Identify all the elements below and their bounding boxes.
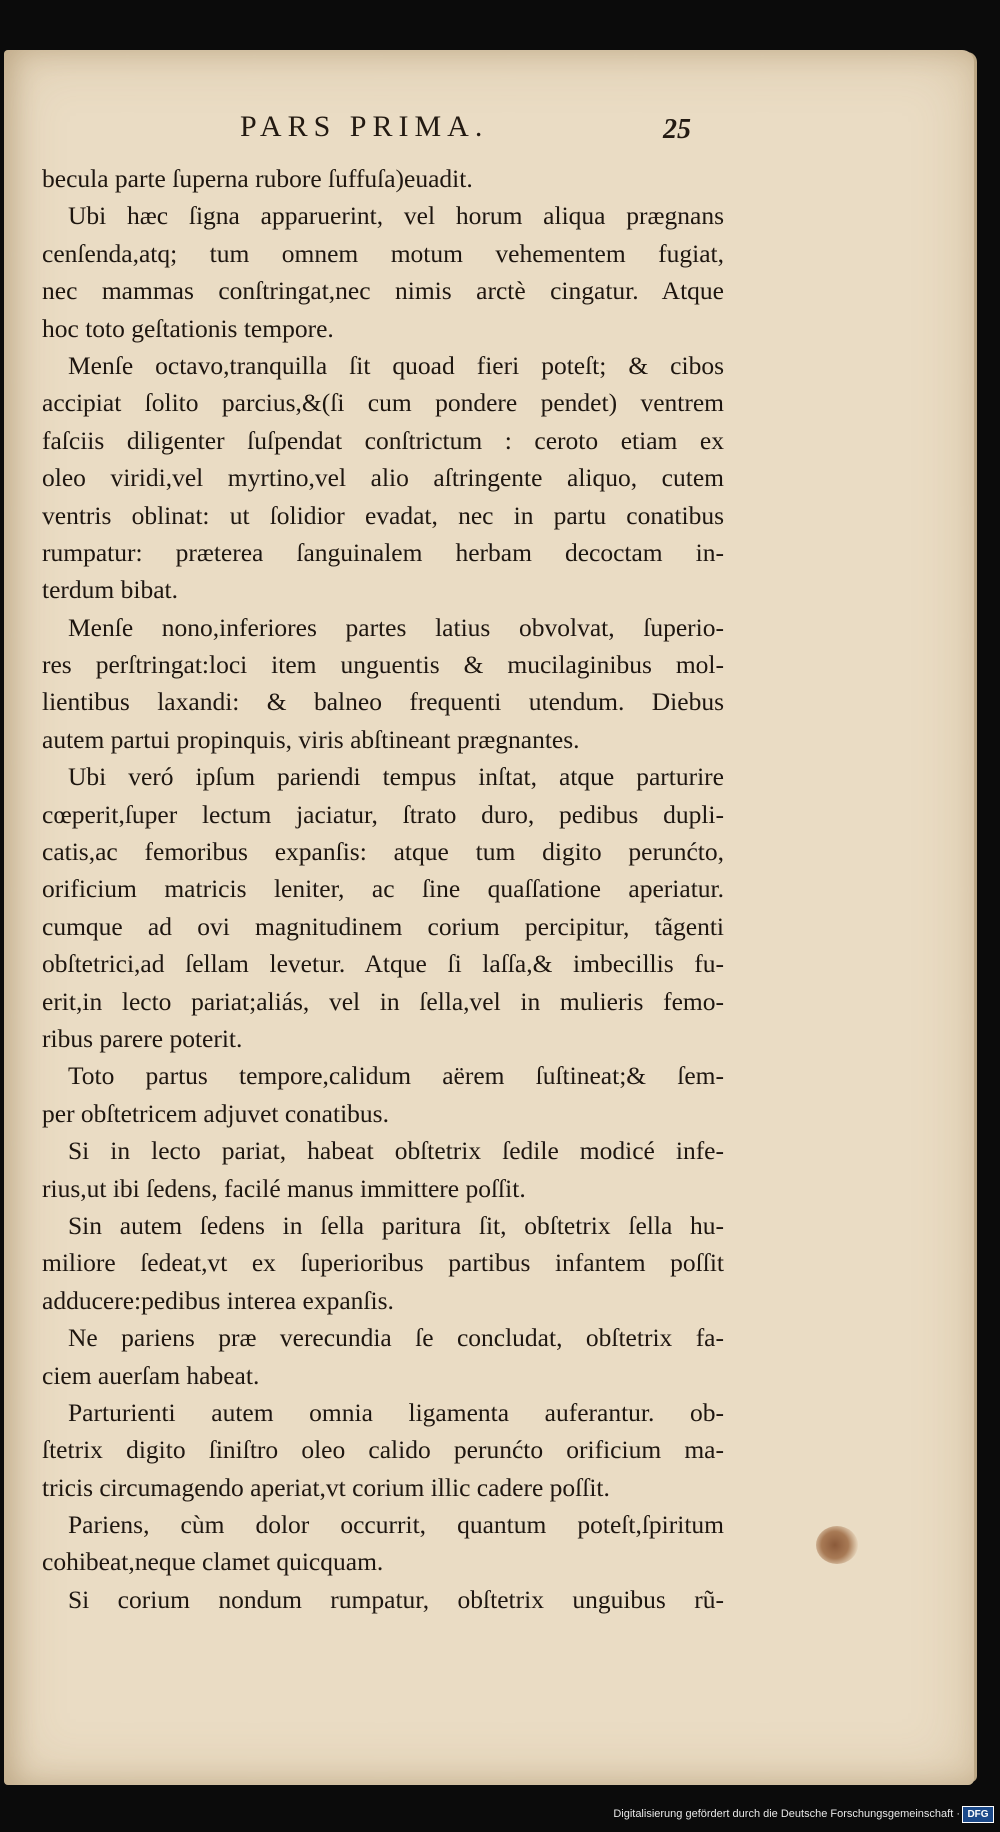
- text-line: rumpatur: præterea ſanguinalem herbam decoctam in-: [42, 537, 724, 567]
- text-line: cumque ad ovi magnitudinem corium percipitur, tãgenti: [42, 911, 724, 941]
- text-line: ventris oblinat: ut ſolidior evadat, nec in partu conatibus: [42, 500, 724, 530]
- text-line: rius,ut ibi ſedens, facilé manus immittere poſſit.: [42, 1173, 526, 1203]
- text-line: Ubi hæc ſigna apparuerint, vel horum aliqua prægnans: [68, 201, 724, 231]
- text-line: lientibus laxandi: & balneo frequenti utendum. Diebus: [42, 687, 724, 717]
- text-line: hoc toto geſtationis tempore.: [42, 313, 334, 343]
- page-number: 25: [663, 114, 691, 145]
- text-line: Toto partus tempore,calidum aërem ſuſtineat;& ſem-: [68, 1061, 724, 1091]
- text-line: nec mammas conſtringat,nec nimis arctè cingatur. Atque: [42, 276, 724, 306]
- text-line: Si in lecto pariat, habeat obſtetrix ſedile modicé infe-: [68, 1136, 724, 1166]
- ink-stain: [816, 1526, 858, 1564]
- text-line: orificium matricis leniter, ac ſine quaſſatione aperiatur.: [42, 874, 724, 904]
- text-line: Parturienti autem omnia ligamenta auferantur. ob-: [68, 1397, 724, 1427]
- text-line: Menſe nono,inferiores partes latius obvolvat, ſuperio-: [68, 612, 724, 642]
- funding-credit: Digitalisierung gefördert durch die Deutsche Forschungsgemeinschaft ·: [613, 1808, 960, 1820]
- text-line: tricis circumagendo aperiat,vt corium illic cadere poſſit.: [42, 1472, 610, 1502]
- text-line: ſtetrix digito ſiniſtro oleo calido perunćto orificium ma-: [42, 1435, 724, 1465]
- running-head: PARS PRIMA.: [240, 110, 489, 143]
- text-line: res perſtringat:loci item unguentis & mucilaginibus mol-: [42, 650, 724, 680]
- text-line: Pariens, cùm dolor occurrit, quantum poteſt,ſpiritum: [68, 1510, 724, 1540]
- text-line: obſtetrici,ad ſellam levetur. Atque ſi laſſa,& imbecillis fu-: [42, 949, 724, 979]
- text-line: per obſtetricem adjuvet conatibus.: [42, 1098, 389, 1128]
- body-text: [42, 160, 724, 1618]
- text-line: adducere:pedibus interea expanſis.: [42, 1285, 394, 1315]
- page-header: [0, 110, 980, 150]
- text-line: erit,in lecto pariat;aliás, vel in ſella,vel in mulieris femo-: [42, 986, 724, 1016]
- text-line: autem partui propinquis, viris abſtineant prægnantes.: [42, 724, 580, 754]
- text-line: cenſenda,atq; tum omnem motum vehementem fugiat,: [42, 238, 724, 268]
- text-line: Ne pariens præ verecundia ſe concludat, obſtetrix fa-: [68, 1323, 724, 1353]
- text-line: oleo viridi,vel myrtino,vel alio aſtringente aliquo, cutem: [42, 463, 724, 493]
- text-line: Ubi veró ipſum pariendi tempus inſtat, atque parturire: [68, 762, 724, 792]
- text-line: miliore ſedeat,vt ex ſuperioribus partibus infantem poſſit: [42, 1248, 724, 1278]
- text-line: Sin autem ſedens in ſella paritura ſit, obſtetrix ſella hu-: [68, 1210, 724, 1240]
- text-line: cœperit,ſuper lectum jaciatur, ſtrato duro, pedibus dupli-: [42, 799, 724, 829]
- text-line: terdum bibat.: [42, 575, 178, 605]
- text-line: Menſe octavo,tranquilla ſit quoad fieri poteſt; & cibos: [68, 350, 724, 380]
- text-line: becula parte ſuperna rubore ſuffuſa)euadit.: [42, 164, 473, 193]
- text-line: ribus parere poterit.: [42, 1023, 243, 1053]
- text-line: faſciis diligenter ſuſpendat conſtrictum : ceroto etiam ex: [42, 425, 724, 455]
- dfg-logo: DFG: [962, 1806, 994, 1823]
- text-line: ciem auerſam habeat.: [42, 1360, 260, 1390]
- digitization-footer: [0, 1800, 1000, 1832]
- text-line: Si corium nondum rumpatur, obſtetrix unguibus rũ-: [68, 1584, 724, 1614]
- text-line: cohibeat,neque clamet quicquam.: [42, 1547, 384, 1577]
- text-line: accipiat ſolito parcius,&(ſi cum pondere pendet) ventrem: [42, 388, 724, 418]
- text-line: catis,ac femoribus expanſis: atque tum digito perunćto,: [42, 837, 724, 867]
